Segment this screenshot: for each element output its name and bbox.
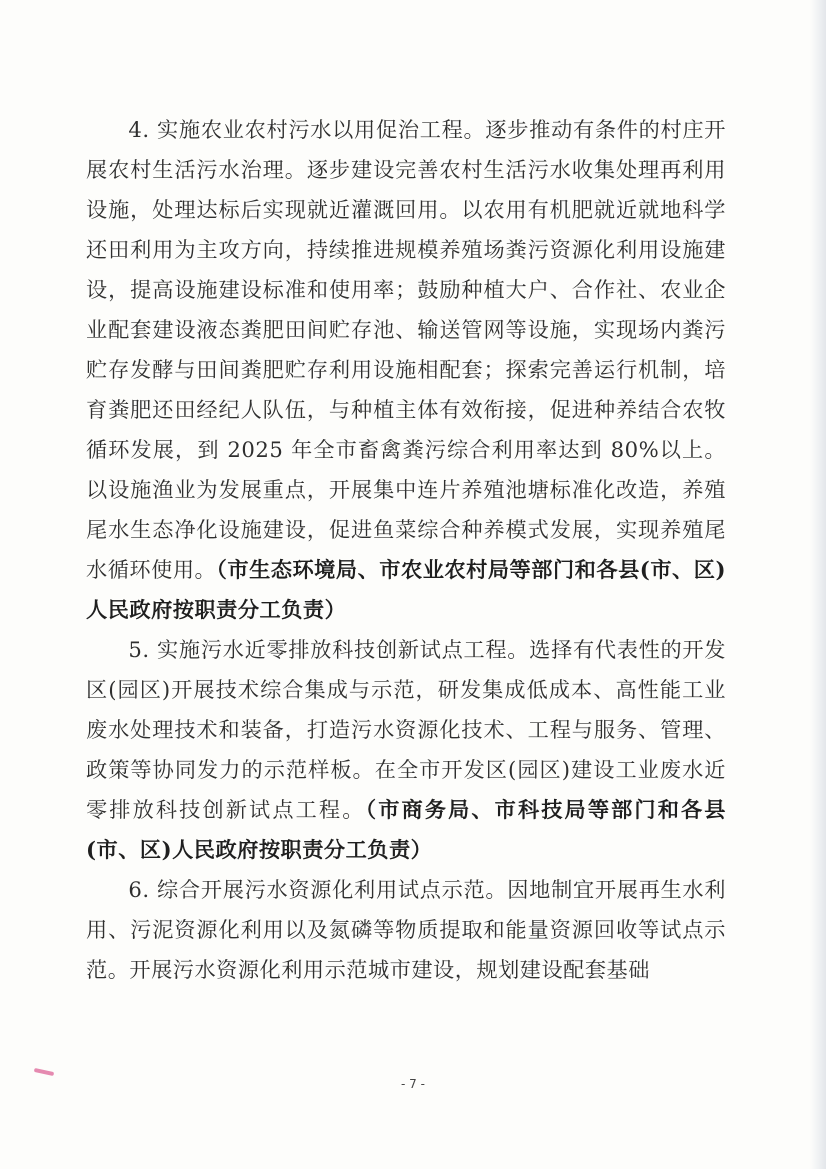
paragraph-4-responsibility: （市生态环境局、市农业农村局等部门和各县(市、区)人民政府按职责分工负责） bbox=[86, 557, 726, 622]
page-number: - 7 - bbox=[401, 1077, 425, 1091]
paragraph-5-responsibility: （市商务局、市科技局等部门和各县(市、区)人民政府按职责分工负责） bbox=[86, 797, 726, 862]
paragraph-6 bbox=[86, 870, 726, 990]
page-edge-shadow bbox=[810, 0, 826, 1169]
paragraph-4 bbox=[86, 110, 726, 630]
scan-ink-mark bbox=[34, 1068, 54, 1076]
paragraph-4-body: 4. 实施农业农村污水以用促治工程。逐步推动有条件的村庄开展农村生活污水治理。逐步建设完善农村生活污水收集处理再利用设施，处理达标后实现就近灌溉回用。以农用有机肥就近就地科学还田利用为主攻方向，持续推进规模养殖场粪污资源化利用设施建设，提高设施建设标准和使用率；鼓励种植大户、合作社、农业企业配套建设液态粪肥田间贮存池、输送管网等设施，实现场内粪污贮存发酵与田间粪肥贮存利用设施相配套；探索完善运行机制，培育粪肥还田经纪人队伍，与种植主体有效衔接，促进种养结合农牧循环发展，到 2025 年全市畜禽粪污综合利用率达到 80%以上。以设施渔业为发展重点，开展集中连片养殖池塘标准化改造，养殖尾水生态净化设施建设，促进鱼菜综合种养模式发展，实现养殖尾水循环使用。 bbox=[86, 117, 727, 582]
paragraph-5 bbox=[86, 630, 726, 870]
paragraph-6-body: 6. 综合开展污水资源化利用试点示范。因地制宜开展再生水利用、污泥资源化利用以及氮磷等物质提取和能量资源回收等试点示范。开展污水资源化利用示范城市建设，规划建设配套基础 bbox=[86, 877, 726, 982]
paragraph-5-body: 5. 实施污水近零排放科技创新试点工程。选择有代表性的开发区(园区)开展技术综合集成与示范，研发集成低成本、高性能工业废水处理技术和装备，打造污水资源化技术、工程与服务、管理、政策等协同发力的示范样板。在全市开发区(园区)建设工业废水近零排放科技创新试点工程。 bbox=[86, 637, 726, 822]
body-text bbox=[86, 110, 726, 990]
